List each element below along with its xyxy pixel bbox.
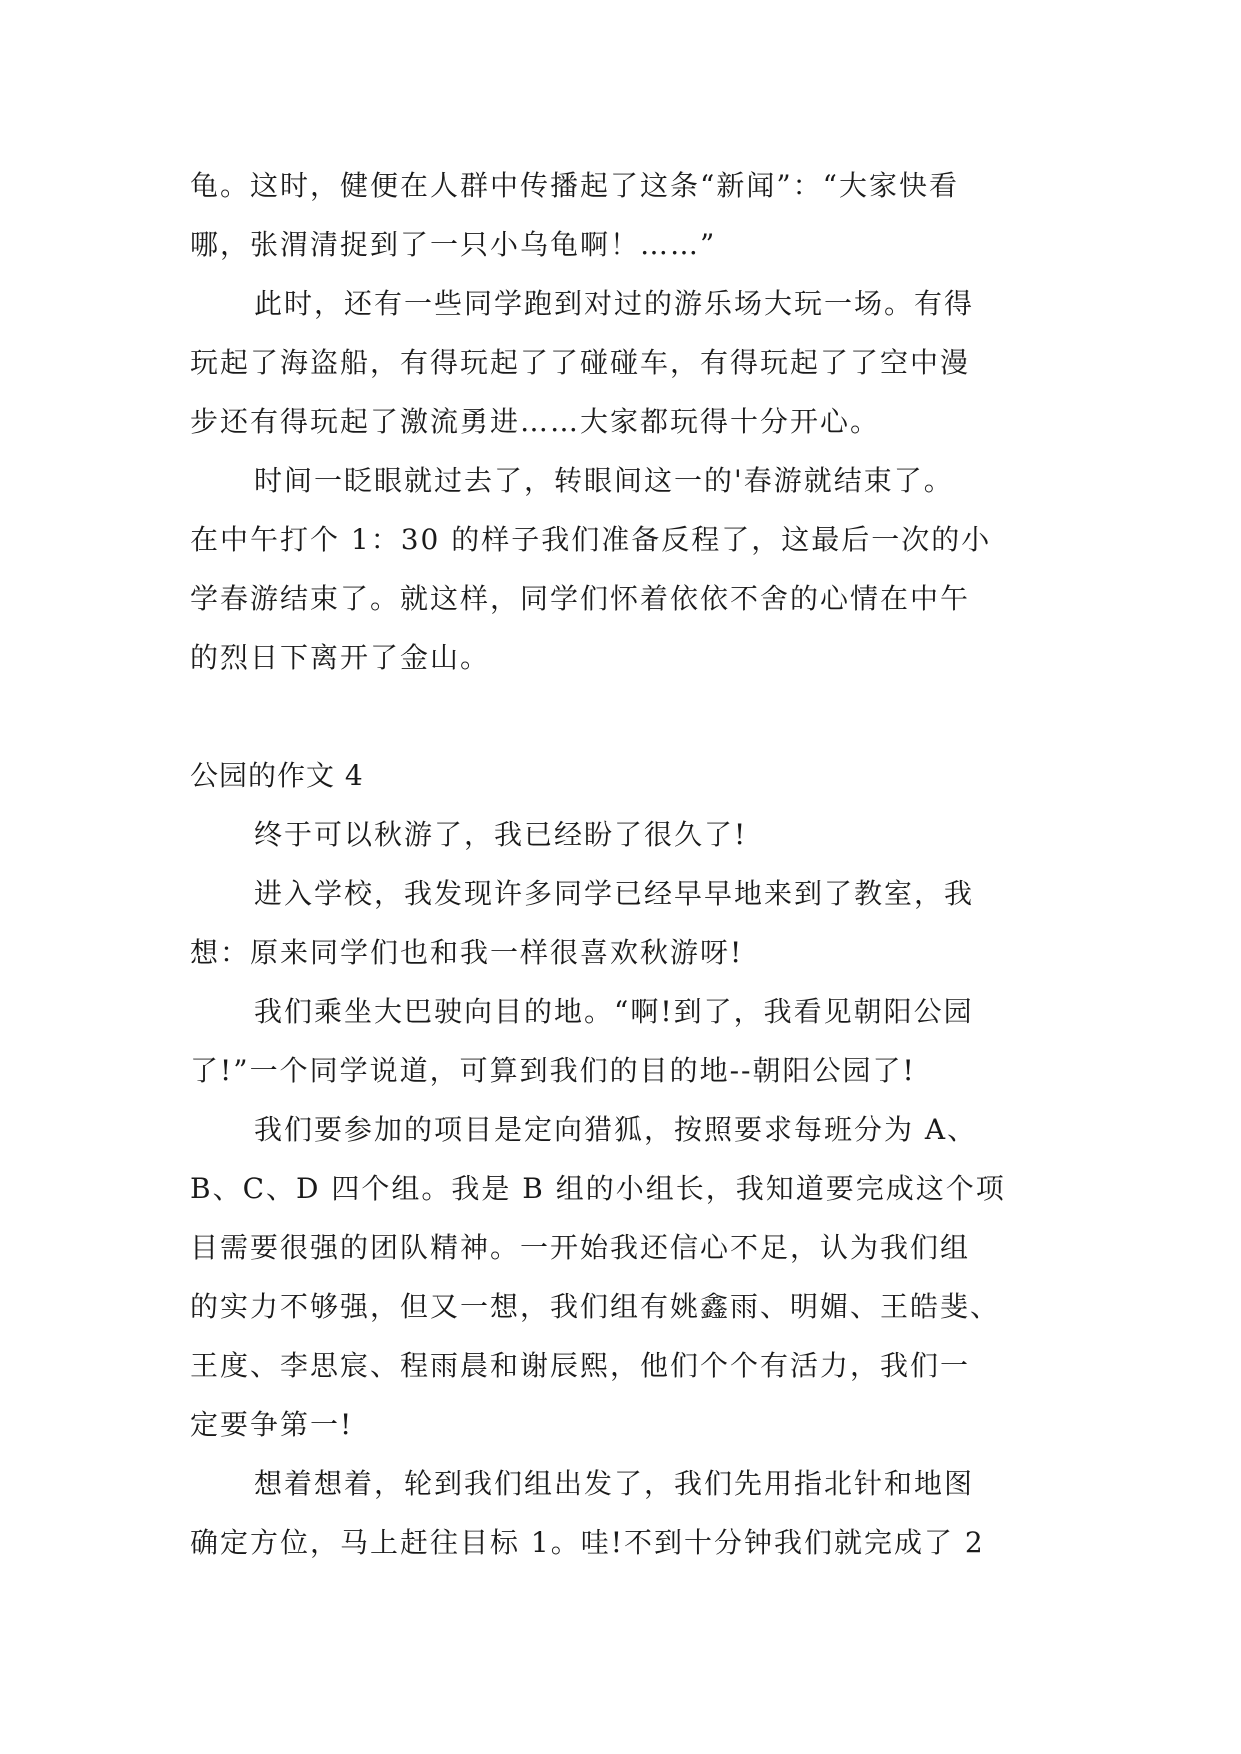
text-line: 定要争第一! [190,1408,354,1441]
paragraph-trip-end [190,451,1050,687]
text-line: 目需要很强的团队精神。一开始我还信心不足，认为我们组 [190,1231,971,1264]
text-line: 在中午打个 1：30 的样子我们准备反程了，这最后一次的小 [190,523,992,556]
text-line: 此时，还有一些同学跑到对过的游乐场大玩一场。有得 [254,287,975,320]
text-line: 想：原来同学们也和我一样很喜欢秋游呀! [190,936,744,969]
text-line: 我们要参加的项目是定向猎狐，按照要求每班分为 A、 [254,1113,978,1146]
text-line: 想着想着，轮到我们组出发了，我们先用指北针和地图 [254,1467,975,1500]
section-gap [190,687,1050,746]
text-line: 进入学校，我发现许多同学已经早早地来到了教室，我 [254,877,975,910]
text-line: 的实力不够强，但又一想，我们组有姚鑫雨、明媚、王皓斐、 [190,1290,1001,1323]
text-line: 了!”一个同学说道，可算到我们的目的地--朝阳公园了! [190,1054,916,1087]
paragraph-continued [190,156,1050,274]
paragraph-departure [190,1454,1050,1572]
paragraph-arrival [190,982,1050,1100]
text-line: 龟。这时，健便在人群中传播起了这条“新闻”：“大家快看 [190,169,959,202]
text-line: 确定方位，马上赶往目标 1。哇!不到十分钟我们就完成了 2 [190,1526,985,1559]
document-body [190,156,1050,1572]
text-line: 的烈日下离开了金山。 [190,641,491,674]
paragraph-amusement-park [190,274,1050,451]
text-line: B、C、D 四个组。我是 B 组的小组长，我知道要完成这个项 [190,1172,1006,1205]
section-title: 公园的作文 4 [190,759,364,792]
paragraph-activity [190,1100,1050,1454]
text-line: 我们乘坐大巴驶向目的地。“啊!到了，我看见朝阳公园 [254,995,974,1028]
text-line: 终于可以秋游了，我已经盼了很久了! [254,818,748,851]
text-line: 学春游结束了。就这样，同学们怀着依依不舍的心情在中午 [190,582,971,615]
text-line: 步还有得玩起了激流勇进……大家都玩得十分开心。 [190,405,881,438]
paragraph-intro [190,805,1050,864]
text-line: 哪，张渭清捉到了一只小乌龟啊！……” [190,228,717,261]
paragraph-school [190,864,1050,982]
text-line: 王度、李思宸、程雨晨和谢辰熙，他们个个有活力，我们一 [190,1349,971,1382]
text-line: 玩起了海盗船，有得玩起了了碰碰车，有得玩起了了空中漫 [190,346,971,379]
text-line: 时间一眨眼就过去了，转眼间这一的'春游就结束了。 [254,464,954,497]
